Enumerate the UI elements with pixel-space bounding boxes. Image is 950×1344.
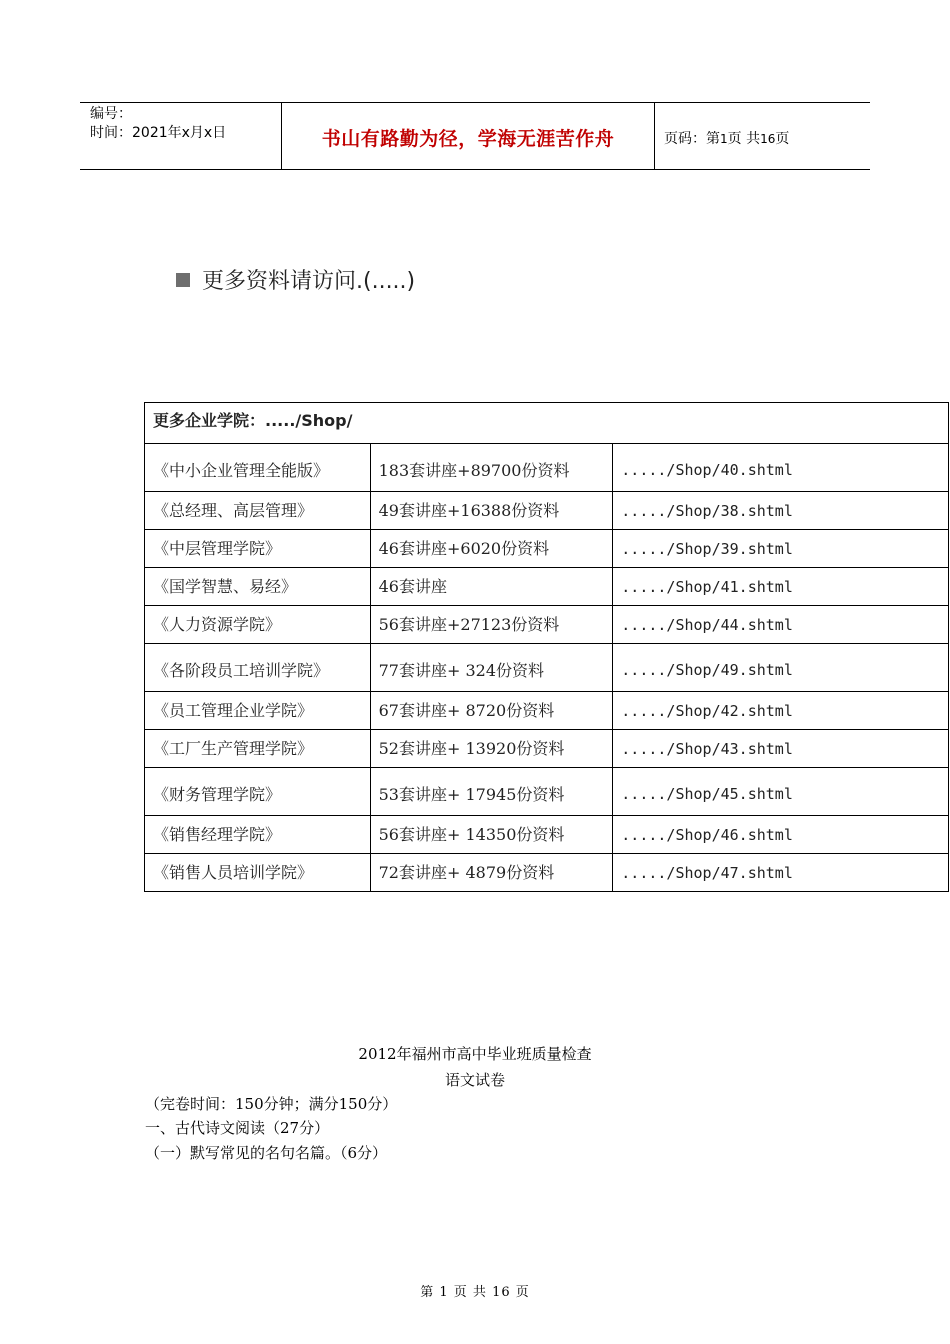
visit-notice	[176, 264, 415, 295]
course-name: 《国学智慧、易经》	[145, 568, 371, 606]
course-url[interactable]: ...../Shop/43.shtml	[613, 730, 949, 768]
table-row	[145, 644, 949, 692]
course-url[interactable]: ...../Shop/40.shtml	[613, 444, 949, 492]
table-row	[145, 444, 949, 492]
course-content: 67套讲座+ 8720份资料	[370, 692, 613, 730]
course-name: 《中层管理学院》	[145, 530, 371, 568]
course-content: 183套讲座+89700份资料	[370, 444, 613, 492]
shop-table	[144, 402, 949, 892]
course-url[interactable]: ...../Shop/44.shtml	[613, 606, 949, 644]
course-url[interactable]: ...../Shop/42.shtml	[613, 692, 949, 730]
header-motto: 书山有路勤为径，学海无涯苦作舟	[321, 128, 615, 150]
course-url[interactable]: ...../Shop/47.shtml	[613, 854, 949, 892]
course-url[interactable]: ...../Shop/39.shtml	[613, 530, 949, 568]
header-page-suffix: 页	[775, 131, 790, 147]
table-row	[145, 854, 949, 892]
square-bullet-icon	[176, 273, 190, 287]
header-page-total: 16	[760, 132, 776, 146]
section-heading: 一、古代诗文阅读（27分）	[145, 1119, 330, 1137]
table-row	[145, 768, 949, 816]
page-footer	[0, 1281, 950, 1300]
exam-subtitle: 语文试卷	[444, 1071, 505, 1089]
table-row	[145, 730, 949, 768]
course-content: 46套讲座	[370, 568, 613, 606]
course-content: 52套讲座+ 13920份资料	[370, 730, 613, 768]
course-url[interactable]: ...../Shop/45.shtml	[613, 768, 949, 816]
course-content: 56套讲座+ 14350份资料	[370, 816, 613, 854]
course-name: 《员工管理企业学院》	[145, 692, 371, 730]
visit-text: 更多资料请访问.(.....)	[202, 269, 416, 294]
header-top-rule	[80, 102, 870, 103]
course-content: 72套讲座+ 4879份资料	[370, 854, 613, 892]
footer-total-pages: 16	[492, 1285, 511, 1300]
table-row	[145, 530, 949, 568]
header-page-current: 1	[720, 132, 728, 146]
course-url[interactable]: ...../Shop/49.shtml	[613, 644, 949, 692]
shop-table-header: 更多企业学院：...../Shop/	[145, 403, 949, 444]
footer-suffix: 页	[515, 1285, 530, 1300]
header-page-mid: 页 共	[727, 131, 761, 147]
header-divider-right	[654, 102, 655, 169]
course-content: 46套讲座+6020份资料	[370, 530, 613, 568]
subsection-heading: （一）默写常见的名句名篇。（6分）	[145, 1144, 388, 1162]
course-name: 《人力资源学院》	[145, 606, 371, 644]
footer-mid: 页 共	[453, 1285, 487, 1300]
header-page-info	[664, 128, 789, 148]
course-content: 77套讲座+ 324份资料	[370, 644, 613, 692]
table-row	[145, 492, 949, 530]
course-name: 《销售人员培训学院》	[145, 854, 371, 892]
exam-title: 2012年福州市高中毕业班质量检查	[358, 1045, 592, 1063]
header-page-prefix: 页码：第	[664, 131, 720, 147]
course-name: 《财务管理学院》	[145, 768, 371, 816]
course-content: 49套讲座+16388份资料	[370, 492, 613, 530]
course-url[interactable]: ...../Shop/38.shtml	[613, 492, 949, 530]
course-name: 《各阶段员工培训学院》	[145, 644, 371, 692]
header-meta	[90, 105, 226, 143]
header-time-label: 时间：2021年x月x日	[90, 125, 227, 141]
course-name: 《总经理、高层管理》	[145, 492, 371, 530]
table-row	[145, 816, 949, 854]
exam-time-note: （完卷时间：150分钟；满分150分）	[145, 1095, 398, 1113]
header-number-label: 编号：	[90, 106, 132, 122]
course-url[interactable]: ...../Shop/46.shtml	[613, 816, 949, 854]
footer-prefix: 第	[420, 1285, 435, 1300]
course-content: 53套讲座+ 17945份资料	[370, 768, 613, 816]
course-name: 《中小企业管理全能版》	[145, 444, 371, 492]
course-url[interactable]: ...../Shop/41.shtml	[613, 568, 949, 606]
footer-current-page: 1	[439, 1285, 449, 1300]
course-name: 《工厂生产管理学院》	[145, 730, 371, 768]
table-row	[145, 692, 949, 730]
table-row	[145, 606, 949, 644]
table-row	[145, 568, 949, 606]
course-content: 56套讲座+27123份资料	[370, 606, 613, 644]
course-name: 《销售经理学院》	[145, 816, 371, 854]
header-bottom-rule	[80, 169, 870, 170]
